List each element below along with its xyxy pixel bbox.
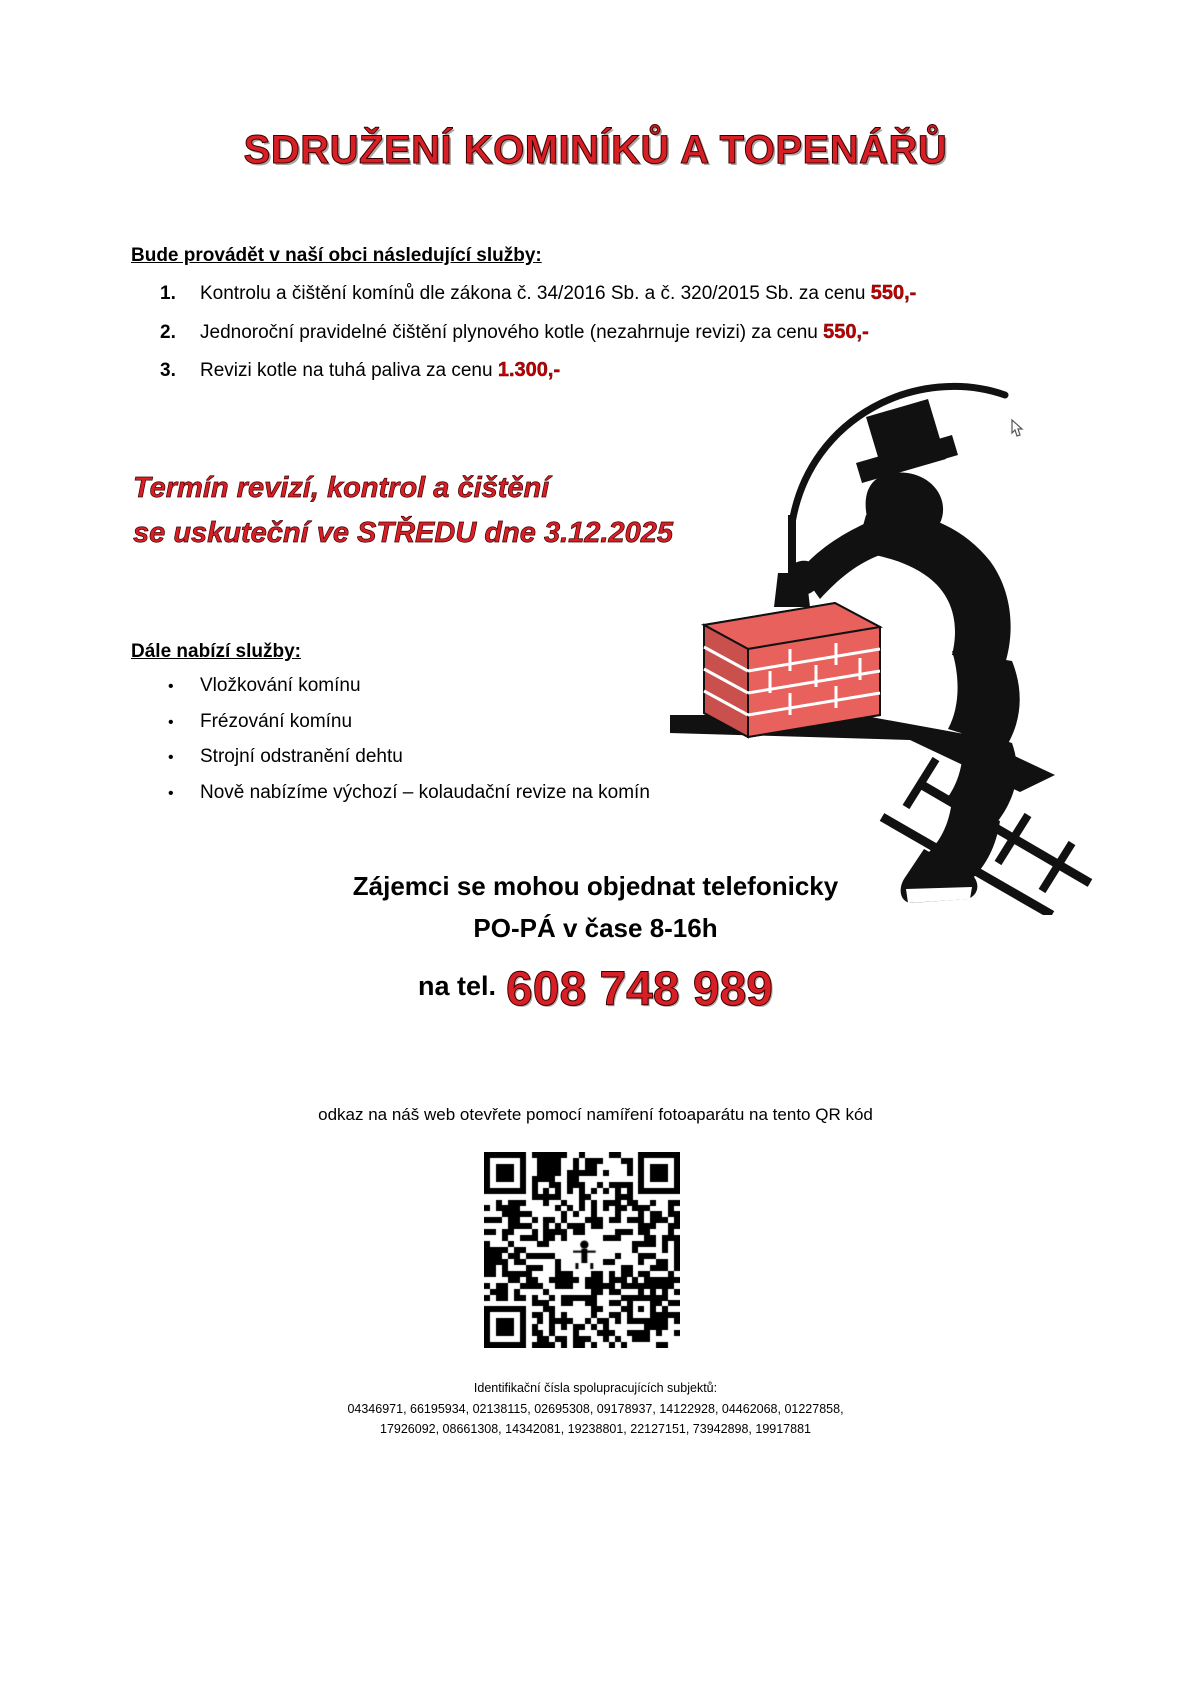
contact-block [0,866,1191,949]
list-item-body: Revizi kotle na tuhá paliva za cenu [200,360,498,381]
more-services-heading-text: Dále nabízí služby [131,641,295,662]
list-item-label: Nově nabízíme výchozí – kolaudační revize na komín [200,781,650,803]
list-item-text [200,317,1060,348]
contact-line-1: Zájemci se mohou objednat telefonicky [352,871,839,901]
list-item-number: 2. [160,321,176,343]
bullet-icon: • [168,749,174,767]
list-item [162,708,782,736]
list-item [162,743,782,771]
footer-line-1: 04346971, 66195934, 02138115, 02695308, 09178937, 14122928, 04462068, 01227858, [347,1401,844,1416]
list-item [162,672,782,700]
services-heading-colon: : [535,245,542,266]
phone-number[interactable]: 608 748 989 [506,963,773,1016]
list-item-label: Vložkování komínu [200,675,361,696]
list-item-label: Frézování komínu [200,710,353,732]
list-item-number: 3. [160,360,176,381]
mouse-cursor-icon [1008,418,1030,442]
chimney-sweep-svg [660,355,1120,915]
list-item [162,779,782,807]
bullet-icon: • [168,678,174,695]
chimney-sweeper-figure [787,399,1020,903]
more-services-heading-colon: : [294,641,301,662]
list-item-price: 550,- [823,320,869,343]
list-item-body: Kontrolu a čištění komínů dle zákona č. 34/2016 Sb. a č. 320/2015 Sb. za cenu [200,283,871,304]
contact-line-2: PO-PÁ v čase 8-16h [473,912,718,943]
list-item [160,278,1060,309]
list-item-label: Strojní odstranění dehtu [200,746,403,768]
phone-block [0,962,1191,1017]
services-heading-text: Bude provádět v naší obci následující služby [131,245,536,266]
list-item-body: Jednoroční pravidelné čištění plynového kotle (nezahrnuje revizi) za cenu [200,321,824,343]
services-heading [131,245,542,267]
footer-heading: Identifikační čísla spolupracujících subjektů: [473,1381,718,1395]
list-item [160,317,1060,348]
bullet-icon: • [168,713,174,731]
services-list [160,278,1060,394]
list-item-price: 1.300,- [497,359,561,381]
more-services-list [162,672,782,814]
page-title: SDRUŽENÍ KOMINÍKŮ A TOPENÁŘŮ [243,128,948,172]
date-line-1: Termín revizí, kontrol a čištění [133,472,550,504]
list-item-text [200,278,1060,309]
list-item [160,355,1060,386]
chimney-sweep-illustration [660,355,1120,915]
qr-code-canvas[interactable] [484,1152,680,1348]
list-item-text [200,355,1060,386]
footer-ids [0,1378,1191,1440]
list-item-price: 550,- [870,282,917,304]
list-item-number: 1. [160,283,176,304]
qr-code[interactable] [484,1152,680,1348]
date-announcement [133,466,673,556]
date-line-2: se uskuteční ve STŘEDU dne 3.12.2025 [133,516,673,549]
phone-label: na tel. [418,971,497,1001]
footer-line-2: 17926092, 08661308, 14342081, 19238801, 22127151, 73942898, 19917881 [380,1422,811,1437]
bullet-icon: • [168,784,174,802]
more-services-heading [131,641,301,663]
qr-note: odkaz na náš web otevřete pomocí namíření fotoaparátu na tento QR kód [318,1105,873,1124]
